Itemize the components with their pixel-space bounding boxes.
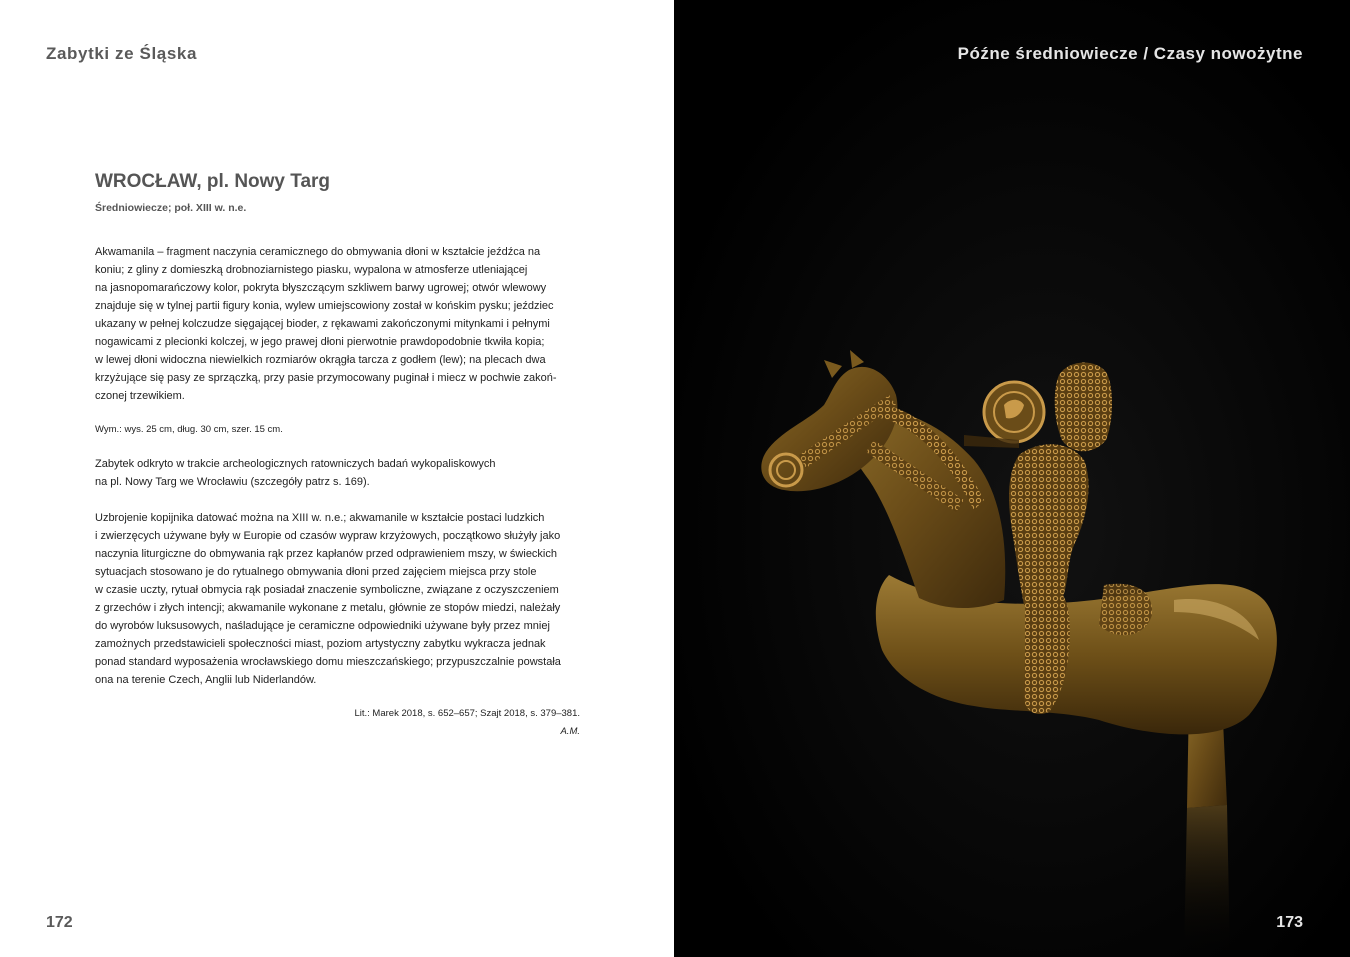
context-line: Uzbrojenie kopijnika datować można na XIII w. n.e.; akwamanile w kształcie postaci ludzkich bbox=[95, 512, 545, 524]
page-number-right: 173 bbox=[1276, 914, 1303, 931]
context-line: do wyrobów luksusowych, naśladujące je ceramiczne odpowiedniki używane były przez mniej bbox=[95, 620, 550, 632]
description-line: krzyżujące się pasy ze sprzączką, przy pasie przymocowany puginał i miecz w pochwie zakoń- bbox=[95, 372, 557, 384]
description-line: w lewej dłoni widoczna niewielkich rozmiarów okrągła tarcza z godłem (lew); na plecach dwa bbox=[95, 354, 546, 366]
dimensions: Wym.: wys. 25 cm, dług. 30 cm, szer. 15 cm. bbox=[95, 424, 283, 435]
entry-title: WROCŁAW, pl. Nowy Targ bbox=[95, 171, 331, 192]
context-line: sytuacjach stosowano je do rytualnego obmywania dłoni przed zajęciem miejsca przy stole bbox=[95, 566, 537, 578]
context-paragraph bbox=[95, 509, 580, 689]
author-initials: A.M. bbox=[560, 726, 580, 737]
discovery-paragraph bbox=[95, 455, 580, 491]
description-line: na jasnopomarańczowy kolor, pokryta błyszczącym szkliwem barwy ugrowej; otwór wlewowy bbox=[95, 282, 547, 294]
description-paragraph bbox=[95, 243, 580, 405]
description-line: ukazany w pełnej kolczudze sięgającej bioder, z rękawami zakończonymi mitynkami i pełnymi bbox=[95, 318, 550, 330]
description-line: koniu; z gliny z domieszką drobnoziarnistego piasku, wypalona w atmosferze utleniającej bbox=[95, 264, 528, 276]
context-line: z grzechów i złych intencji; akwamanile wykonane z metalu, głównie ze stopów miedzi, należały bbox=[95, 602, 561, 614]
description-line: nogawicami z plecionki kolczej, w jego prawej dłoni pierwotnie prawdopodobnie tkwiła kopia; bbox=[95, 336, 545, 348]
context-line: zamożnych przedstawicieli społeczności miast, poziom artystyczny zabytku wykracza jednak bbox=[95, 638, 546, 650]
entry-period: Średniowiecze; poł. XIII w. n.e. bbox=[95, 202, 247, 214]
running-head-right: Późne średniowiecze / Czasy nowożytne bbox=[957, 44, 1303, 63]
left-page bbox=[0, 0, 674, 957]
aquamanile-photo bbox=[674, 0, 1350, 957]
context-line: ponad standard wyposażenia wrocławskiego domu mieszczańskiego; przypuszczalnie powstała bbox=[95, 656, 561, 668]
literature-block bbox=[95, 705, 580, 741]
running-head-left: Zabytki ze Śląska bbox=[46, 44, 197, 63]
discovery-line: Zabytek odkryto w trakcie archeologicznych ratowniczych badań wykopaliskowych bbox=[95, 458, 496, 470]
description-line: Akwamanila – fragment naczynia ceramicznego do obmywania dłoni w kształcie jeźdźca na bbox=[95, 246, 541, 258]
context-line: ona na terenie Czech, Anglii lub Niderlandów. bbox=[95, 674, 317, 686]
description-line: czonej trzewikiem. bbox=[95, 390, 185, 402]
literature-reference: Lit.: Marek 2018, s. 652–657; Szajt 2018, s. 379–381. bbox=[354, 708, 580, 719]
catalog-entry bbox=[95, 170, 580, 741]
right-page bbox=[674, 0, 1350, 957]
page-number-left: 172 bbox=[46, 914, 73, 931]
context-line: naczynia liturgiczne do obmywania rąk przez kapłanów przed odprawieniem mszy, w świeckich bbox=[95, 548, 557, 560]
context-line: i zwierzęcych używane były w Europie od czasów wypraw krzyżowych, początkowo służyły jako bbox=[95, 530, 561, 542]
context-line: w czasie uczty, rytuał obmycia rąk posiadał znaczenie symboliczne, związane z oczyszczeniem bbox=[95, 584, 559, 596]
discovery-line: na pl. Nowy Targ we Wrocławiu (szczegóły patrz s. 169). bbox=[95, 476, 370, 488]
rider-helmet bbox=[1055, 363, 1112, 452]
description-line: znajduje się w tylnej partii figury konia, wylew umiejscowiony został w końskim pysku; jeździec bbox=[95, 300, 554, 312]
